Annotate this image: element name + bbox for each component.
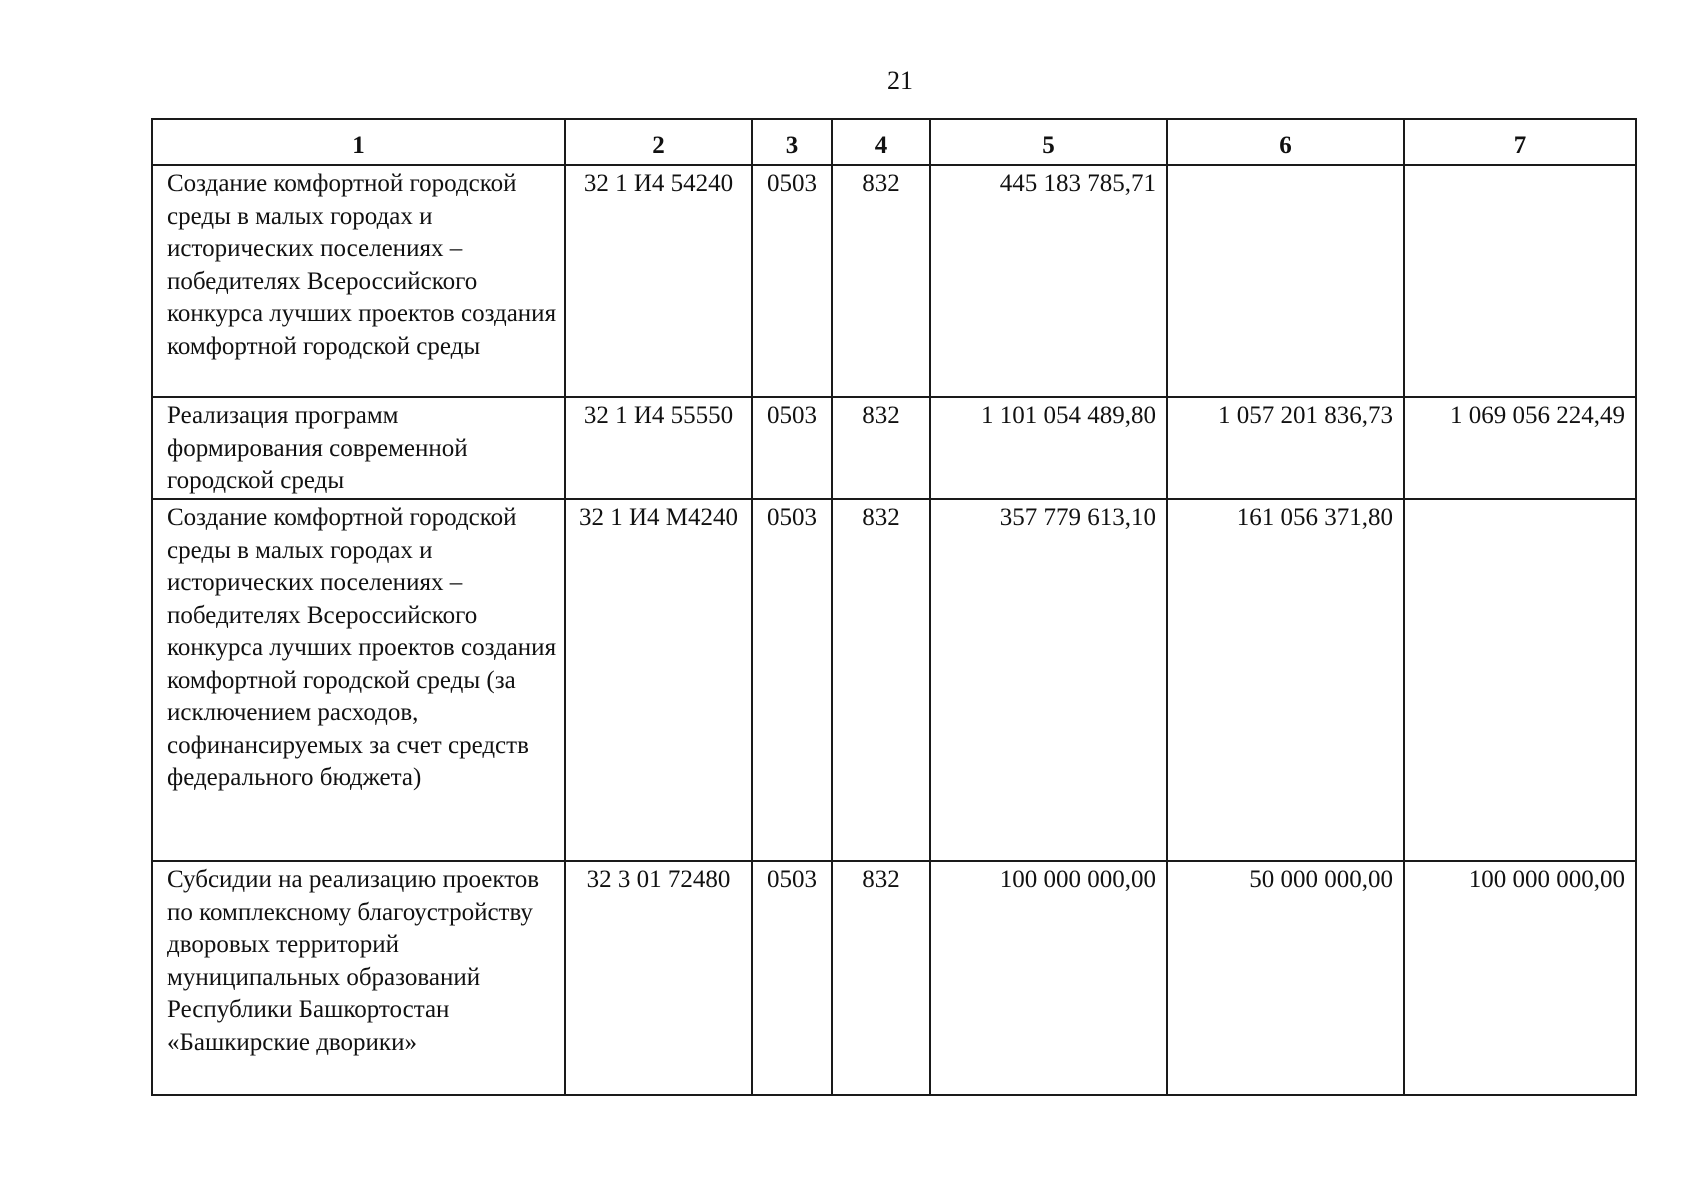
amount-col7-cell [1404,165,1636,397]
column-header-1: 1 [152,119,565,165]
row-name-cell: Реализация программ формирования современной городской среды [152,397,565,499]
column-header-7: 7 [1404,119,1636,165]
amount-col6-cell [1167,165,1404,397]
row-name-cell: Субсидии на реализацию проектов по комплексному благоустройству дворовых территорий муниципальных образований Республики Башкортостан «Башкирские дворики» [152,861,565,1095]
page-number: 21 [887,66,913,95]
column-header-4: 4 [832,119,930,165]
amount-col6-cell: 161 056 371,80 [1167,499,1404,861]
header-row [152,119,1636,165]
expense-kind-cell: 832 [832,861,930,1095]
row-name-cell: Создание комфортной городской среды в малых городах и исторических поселениях – победителях Всероссийского конкурса лучших проектов создания комфортной городской среды (за исключением расходов, софинансируемых за счет средств федерального бюджета) [152,499,565,861]
table-row [152,165,1636,397]
target-code-cell: 32 1 И4 М4240 [565,499,752,861]
expense-kind-cell: 832 [832,397,930,499]
budget-table [151,118,1637,1096]
amount-col7-cell: 1 069 056 224,49 [1404,397,1636,499]
amount-col5-cell: 1 101 054 489,80 [930,397,1167,499]
column-header-6: 6 [1167,119,1404,165]
section-cell: 0503 [752,397,832,499]
amount-col6-cell: 50 000 000,00 [1167,861,1404,1095]
amount-col7-cell: 100 000 000,00 [1404,861,1636,1095]
table-row [152,499,1636,861]
expense-kind-cell: 832 [832,499,930,861]
target-code-cell: 32 1 И4 54240 [565,165,752,397]
table-row [152,397,1636,499]
section-cell: 0503 [752,861,832,1095]
column-header-2: 2 [565,119,752,165]
row-name-cell: Создание комфортной городской среды в малых городах и исторических поселениях – победителях Всероссийского конкурса лучших проектов создания комфортной городской среды [152,165,565,397]
target-code-cell: 32 1 И4 55550 [565,397,752,499]
table-row [152,861,1636,1095]
target-code-cell: 32 3 01 72480 [565,861,752,1095]
expense-kind-cell: 832 [832,165,930,397]
amount-col5-cell: 357 779 613,10 [930,499,1167,861]
column-header-5: 5 [930,119,1167,165]
column-header-3: 3 [752,119,832,165]
amount-col7-cell [1404,499,1636,861]
amount-col6-cell: 1 057 201 836,73 [1167,397,1404,499]
section-cell: 0503 [752,499,832,861]
section-cell: 0503 [752,165,832,397]
amount-col5-cell: 100 000 000,00 [930,861,1167,1095]
amount-col5-cell: 445 183 785,71 [930,165,1167,397]
